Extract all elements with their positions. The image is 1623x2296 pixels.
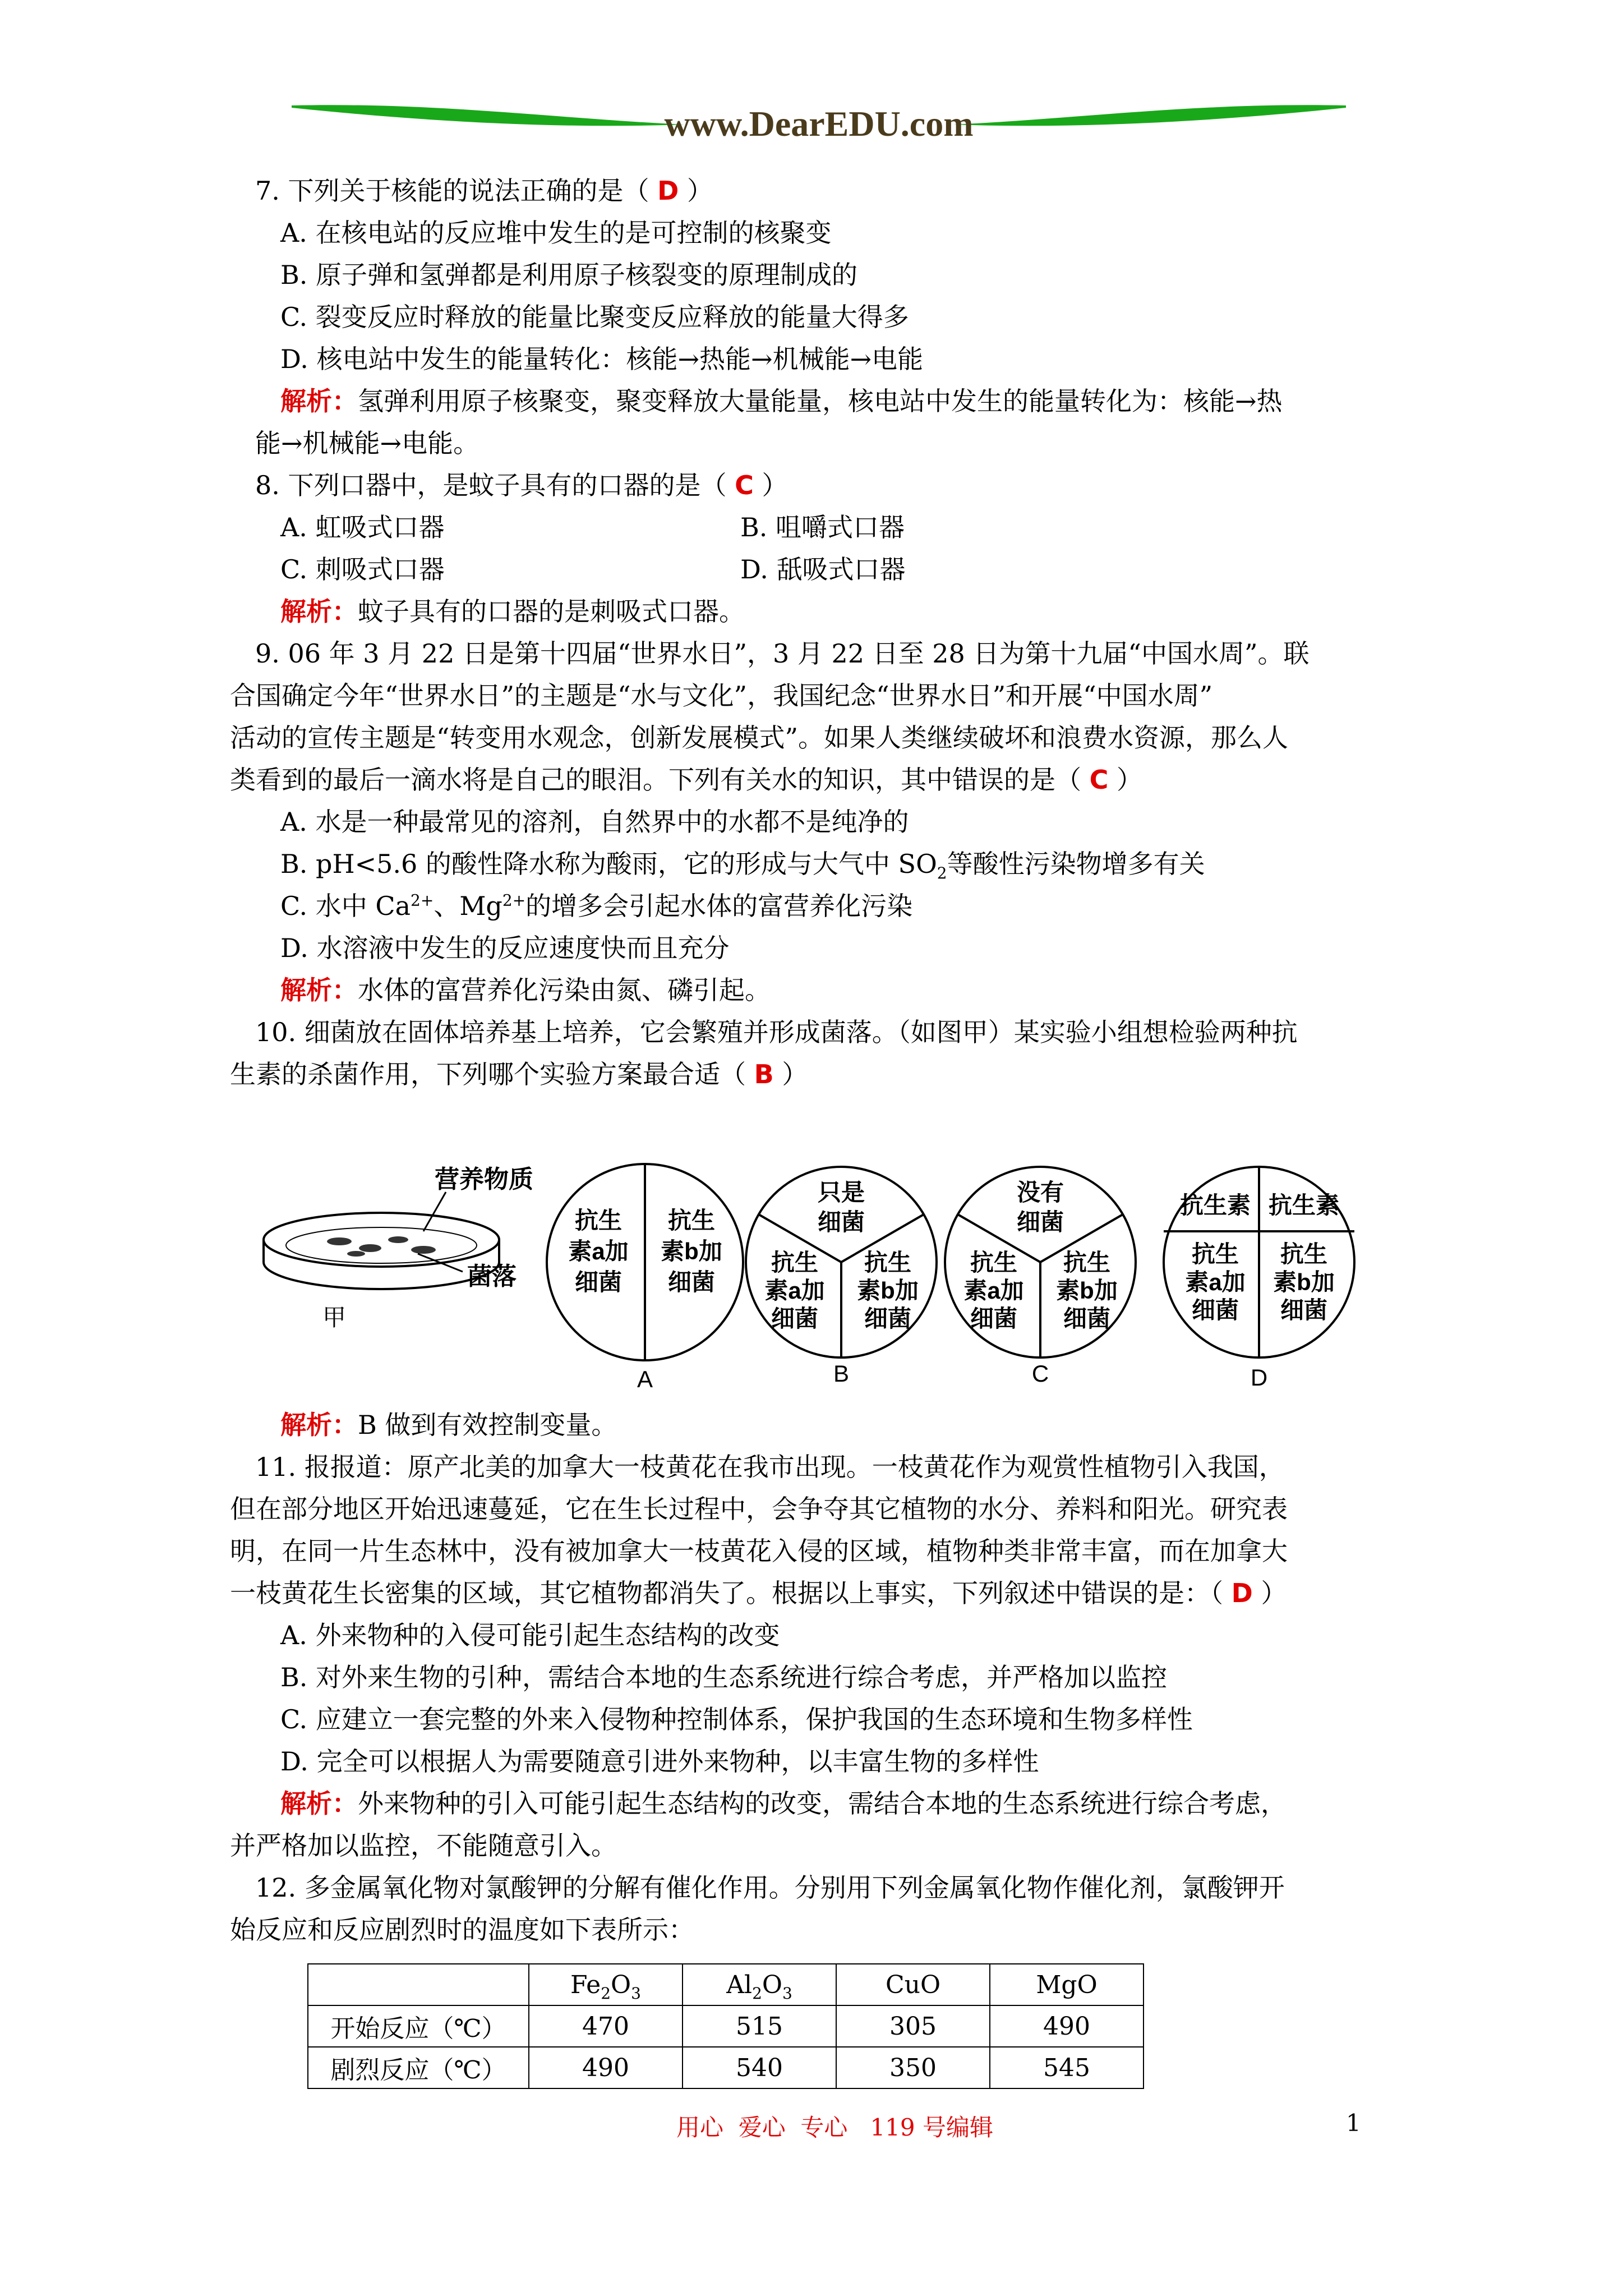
dish-a-left-1: 抗生: [574, 1207, 623, 1234]
dish-b-right-1: 抗生: [864, 1249, 912, 1276]
q11-line-1: 11. 报报道：原产北美的加拿大一枝黄花在我市出现。一枝黄花作为观赏性植物引入我国，: [255, 1452, 1285, 1482]
colony-label: 菌落: [467, 1263, 517, 1290]
q8-stem: 8. 下列口器中，是蚊子具有的口器的是（ C ）: [255, 470, 788, 500]
table-corner-cell: [308, 1964, 529, 2005]
dish-a-left-2: 素a加: [568, 1238, 629, 1264]
dish-b-left-3: 细菌: [771, 1305, 819, 1332]
q7-option-c: C. 裂变反应时释放的能量比聚变反应释放的能量大得多: [280, 302, 909, 332]
q11-analysis: 解析：外来物种的引入可能引起生态结构的改变，需结合本地的生态系统进行综合考虑，: [280, 1788, 1287, 1819]
q9-option-b: B. pH<5.6 的酸性降水称为酸雨，它的形成与大气中 $SO_2$等酸性污染物增多有关: [280, 849, 1205, 883]
table-row: [308, 2005, 1144, 2047]
footer-text: 用心 爱心 专心 119 号编辑: [676, 2114, 993, 2141]
nutrient-label: 营养物质: [435, 1166, 533, 1193]
dish-d-bl-2: 素a加: [1185, 1269, 1246, 1295]
dish-c-label: C: [1031, 1360, 1049, 1387]
table-cell: 470: [529, 2005, 683, 2047]
row-label: 开始反应（℃）: [308, 2005, 529, 2047]
table-cell: 350: [836, 2047, 990, 2088]
dish-a-right-1: 抗生: [667, 1207, 716, 1234]
site-banner: [292, 95, 1346, 149]
q9-line-2: 合国确定今年“世界水日”的主题是“水与文化”，我国纪念“世界水日”和开展“中国水周”: [230, 680, 1213, 711]
dish-d-bl-1: 抗生: [1191, 1241, 1239, 1267]
q7-analysis: 解析：氢弹利用原子核聚变，聚变释放大量能量，核电站中发生的能量转化为：核能→热: [280, 386, 1283, 416]
dish-b-left-2: 素a加: [764, 1277, 825, 1304]
dish-c-left-1: 抗生: [970, 1249, 1018, 1276]
dish-c-left-3: 细菌: [970, 1305, 1018, 1332]
q8-option-a: A. 虹吸式口器: [280, 512, 445, 542]
dish-b-right-2: 素b加: [857, 1277, 919, 1304]
q10-answer: B: [754, 1059, 774, 1089]
q9-analysis: 解析：水体的富营养化污染由氮、磷引起。: [280, 975, 771, 1005]
q8-analysis: 解析：蚊子具有的口器的是刺吸式口器。: [280, 596, 745, 627]
q11-analysis-cont: 并严格加以监控，不能随意引入。: [230, 1830, 617, 1861]
table-cell: 540: [683, 2047, 836, 2088]
dish-c-left-2: 素a加: [963, 1277, 1024, 1304]
dish-c-right-1: 抗生: [1063, 1249, 1111, 1276]
q12-line-2: 始反应和反应剧烈时的温度如下表所示：: [230, 1915, 694, 1945]
q10-line-1: 10. 细菌放在固体培养基上培养，它会繁殖并形成菌落。（如图甲）某实验小组想检验两种抗: [255, 1017, 1298, 1047]
dish-a-left-3: 细菌: [574, 1269, 623, 1295]
q8-answer: C: [735, 470, 754, 500]
dish-c-right-3: 细菌: [1063, 1305, 1111, 1332]
table-header-cell: CuO: [836, 1964, 990, 2005]
dish-c-top-2: 细菌: [1016, 1209, 1064, 1235]
table-cell: 545: [990, 2047, 1144, 2088]
q8-option-d: D. 舐吸式口器: [740, 554, 906, 585]
q9-line-3: 活动的宣传主题是“转变用水观念，创新发展模式”。如果人类继续破坏和浪费水资源，那么人: [230, 723, 1289, 753]
q11-option-b: B. 对外来生物的引种，需结合本地的生态系统进行综合考虑，并严格加以监控: [280, 1662, 1168, 1692]
q9-line-1: 9. 06 年 3 月 22 日是第十四届“世界水日”，3 月 22 日至 28 日为第十九届“中国水周”。联: [255, 638, 1310, 669]
table-cell: 515: [683, 2005, 836, 2047]
dish-d-bl-3: 细菌: [1191, 1297, 1239, 1323]
dish-d-br-1: 抗生: [1280, 1241, 1328, 1267]
page-number: 1: [1346, 2109, 1361, 2137]
oxide-temperature-table: [307, 1963, 1144, 2089]
table-cell: 490: [990, 2005, 1144, 2047]
q10-line-2: 生素的杀菌作用，下列哪个实验方案最合适（ B ）: [230, 1059, 808, 1089]
dish-a-right-3: 细菌: [667, 1269, 716, 1295]
q11-line-3: 明，在同一片生态林中，没有被加拿大一枝黄花入侵的区域，植物种类非常丰富，而在加拿大: [230, 1536, 1288, 1566]
q10-figure: [255, 1147, 1388, 1394]
q11-answer: D: [1231, 1578, 1253, 1608]
dish-d-br-2: 素b加: [1273, 1269, 1335, 1295]
dish-d-top-right: 抗生素: [1268, 1192, 1340, 1218]
table-header-cell: $Al_2O_3$: [683, 1964, 836, 2005]
q10-analysis: 解析：B 做到有效控制变量。: [280, 1410, 617, 1440]
q9-option-c: C. 水中 $Ca^{2+}$、$Mg^{2+}$的增多会引起水体的富营养化污染: [280, 891, 913, 921]
q7-answer: D: [657, 176, 679, 206]
dish-b-left-1: 抗生: [771, 1249, 819, 1276]
table-cell: 305: [836, 2005, 990, 2047]
site-name: www.DearEDU.com: [664, 104, 974, 144]
q8-option-c: C. 刺吸式口器: [280, 554, 445, 585]
fig-jia-label: 甲: [322, 1304, 347, 1331]
q7-option-d: D. 核电站中发生的能量转化：核能→热能→机械能→电能: [280, 344, 924, 374]
dish-b-right-3: 细菌: [864, 1305, 912, 1332]
dish-b-top-2: 细菌: [817, 1209, 865, 1235]
q11-option-a: A. 外来物种的入侵可能引起生态结构的改变: [280, 1620, 780, 1650]
dish-d-top-left: 抗生素: [1179, 1192, 1251, 1218]
q8-option-b: B. 咀嚼式口器: [740, 512, 905, 542]
q7-stem: 7. 下列关于核能的说法正确的是（ D ）: [255, 176, 713, 206]
dish-b-top-1: 只是: [817, 1179, 865, 1205]
dish-d-br-3: 细菌: [1280, 1297, 1328, 1323]
dish-c-right-2: 素b加: [1056, 1277, 1118, 1304]
dish-d-label: D: [1250, 1364, 1268, 1391]
q7-option-b: B. 原子弹和氢弹都是利用原子核裂变的原理制成的: [280, 260, 858, 290]
q7-analysis-cont: 能→机械能→电能。: [255, 428, 479, 458]
q9-answer: C: [1089, 765, 1109, 795]
petri-dish-diagram: [264, 1192, 499, 1289]
table-header-cell: $Fe_2O_3$: [529, 1964, 683, 2005]
dish-a-label: A: [637, 1366, 653, 1392]
row-label: 剧烈反应（℃）: [308, 2047, 529, 2088]
q11-option-c: C. 应建立一套完整的外来入侵物种控制体系，保护我国的生态环境和生物多样性: [280, 1704, 1193, 1734]
q11-line-4: 一枝黄花生长密集的区域，其它植物都消失了。根据以上事实，下列叙述中错误的是：（ D ）: [230, 1578, 1287, 1608]
dish-a-right-2: 素b加: [661, 1238, 722, 1264]
q9-option-a: A. 水是一种最常见的溶剂，自然界中的水都不是纯净的: [280, 807, 909, 837]
banner-swoosh-left: [292, 105, 684, 126]
dish-c-top-1: 没有: [1016, 1179, 1064, 1205]
q11-line-2: 但在部分地区开始迅速蔓延，它在生长过程中，会争夺其它植物的水分、养料和阳光。研究表: [230, 1494, 1288, 1524]
q9-option-d: D. 水溶液中发生的反应速度快而且充分: [280, 933, 730, 963]
banner-swoosh-right: [953, 105, 1346, 126]
table-header-cell: MgO: [990, 1964, 1144, 2005]
table-header-row: [308, 1964, 1144, 2005]
dish-b-label: B: [833, 1360, 850, 1387]
q9-line-4: 类看到的最后一滴水将是自己的眼泪。下列有关水的知识，其中错误的是（ C ）: [230, 765, 1143, 795]
table-row: [308, 2047, 1144, 2088]
q11-option-d: D. 完全可以根据人为需要随意引进外来物种，以丰富生物的多样性: [280, 1746, 1039, 1777]
q7-option-a: A. 在核电站的反应堆中发生的是可控制的核聚变: [280, 218, 832, 248]
q12-line-1: 12. 多金属氧化物对氯酸钾的分解有催化作用。分别用下列金属氧化物作催化剂，氯酸钾开: [255, 1872, 1285, 1903]
table-cell: 490: [529, 2047, 683, 2088]
